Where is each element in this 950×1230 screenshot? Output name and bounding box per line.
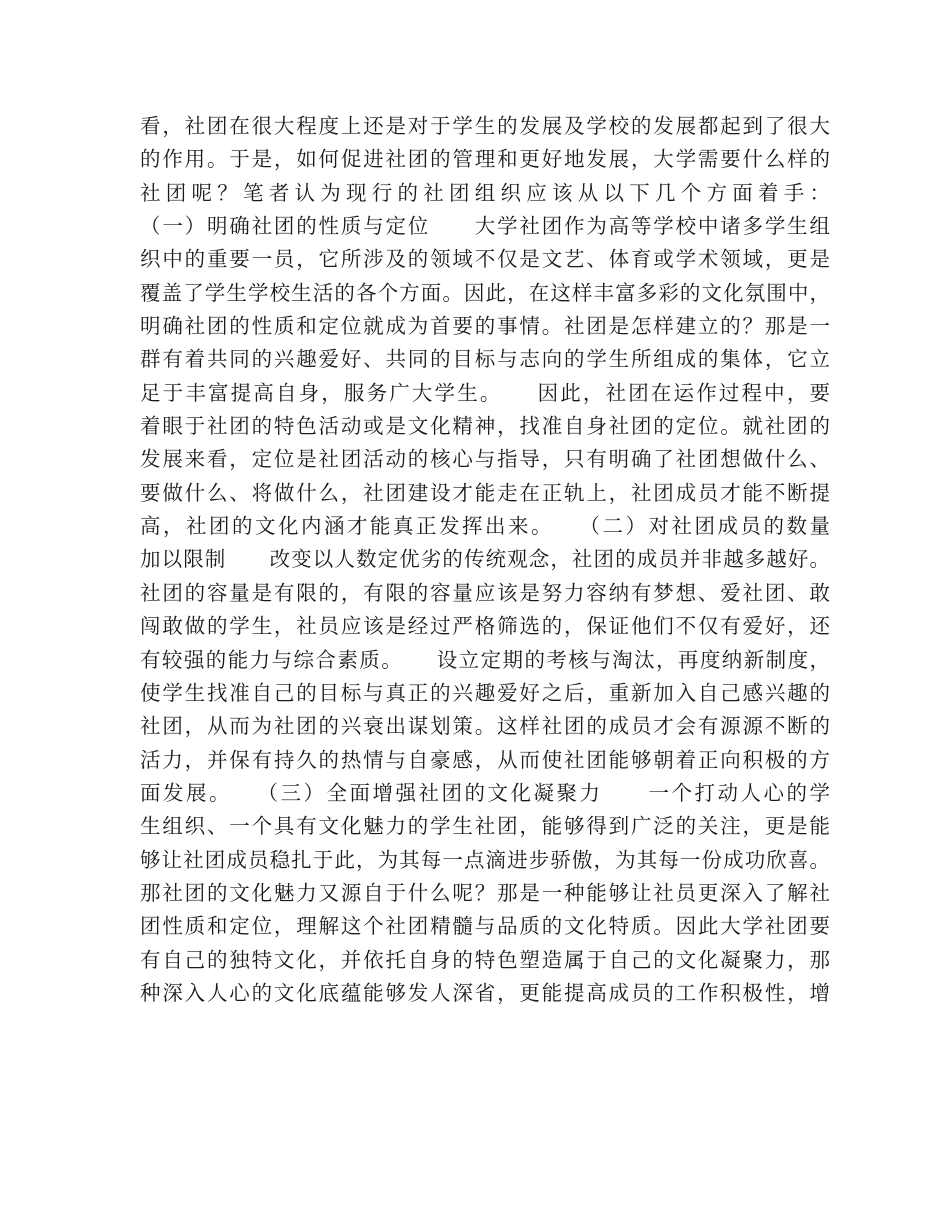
text-line: （一）明确社团的性质与定位 大学社团作为高等学校中诸多学生组 (140, 214, 830, 239)
text-line: 的作用。于是，如何促进社团的管理和更好地发展，大学需要什么样的 (140, 147, 830, 172)
text-line: 加以限制 改变以人数定优劣的传统观念，社团的成员并非越多越好。 (140, 547, 830, 572)
text-line: 团性质和定位，理解这个社团精髓与品质的文化特质。因此大学社团要 (140, 914, 830, 939)
text-line: 有较强的能力与综合素质。 设立定期的考核与淘汰，再度纳新制度， (140, 647, 830, 672)
text-line: 闯敢做的学生，社员应该是经过严格筛选的，保证他们不仅有爱好，还 (140, 614, 830, 639)
text-line: 看，社团在很大程度上还是对于学生的发展及学校的发展都起到了很大 (140, 114, 830, 138)
text-line: 高，社团的文化内涵才能真正发挥出来。 （二）对社团成员的数量 (140, 514, 830, 539)
text-line: 明确社团的性质和定位就成为首要的事情。社团是怎样建立的？那是一 (140, 314, 830, 339)
text-line: 覆盖了学生学校生活的各个方面。因此，在这样丰富多彩的文化氛围中， (140, 280, 830, 305)
text-line: 足于丰富提高自身，服务广大学生。 因此，社团在运作过程中，要 (140, 380, 830, 405)
body-text (140, 110, 830, 1010)
text-line: 社团呢？笔者认为现行的社团组织应该从以下几个方面着手： (140, 180, 830, 205)
text-line: 使学生找准自己的目标与真正的兴趣爱好之后，重新加入自己感兴趣的 (140, 680, 830, 705)
text-line: 群有着共同的兴趣爱好、共同的目标与志向的学生所组成的集体，它立 (140, 347, 830, 372)
text-line: 要做什么、将做什么，社团建设才能走在正轨上，社团成员才能不断提 (140, 480, 830, 505)
text-line: 那社团的文化魅力又源自于什么呢？那是一种能够让社员更深入了解社 (140, 880, 830, 905)
text-line: 织中的重要一员，它所涉及的领域不仅是文艺、体育或学术领域，更是 (140, 247, 830, 272)
text-line: 着眼于社团的特色活动或是文化精神，找准自身社团的定位。就社团的 (140, 414, 830, 439)
text-line: 种深入人心的文化底蕴能够发人深省，更能提高成员的工作积极性，增 (140, 980, 830, 1005)
text-line: 面发展。 （三）全面增强社团的文化凝聚力 一个打动人心的学 (140, 780, 830, 805)
text-line: 社团的容量是有限的，有限的容量应该是努力容纳有梦想、爱社团、敢 (140, 580, 830, 605)
text-line: 够让社团成员稳扎于此，为其每一点滴进步骄傲，为其每一份成功欣喜。 (140, 847, 830, 872)
text-line: 社团，从而为社团的兴衰出谋划策。这样社团的成员才会有源源不断的 (140, 714, 830, 739)
text-line: 发展来看，定位是社团活动的核心与指导，只有明确了社团想做什么、 (140, 447, 830, 472)
text-line: 活力，并保有持久的热情与自豪感，从而使社团能够朝着正向积极的方 (140, 747, 830, 772)
text-line: 生组织、一个具有文化魅力的学生社团，能够得到广泛的关注，更是能 (140, 814, 830, 839)
text-line: 有自己的独特文化，并依托自身的特色塑造属于自己的文化凝聚力，那 (140, 947, 830, 972)
